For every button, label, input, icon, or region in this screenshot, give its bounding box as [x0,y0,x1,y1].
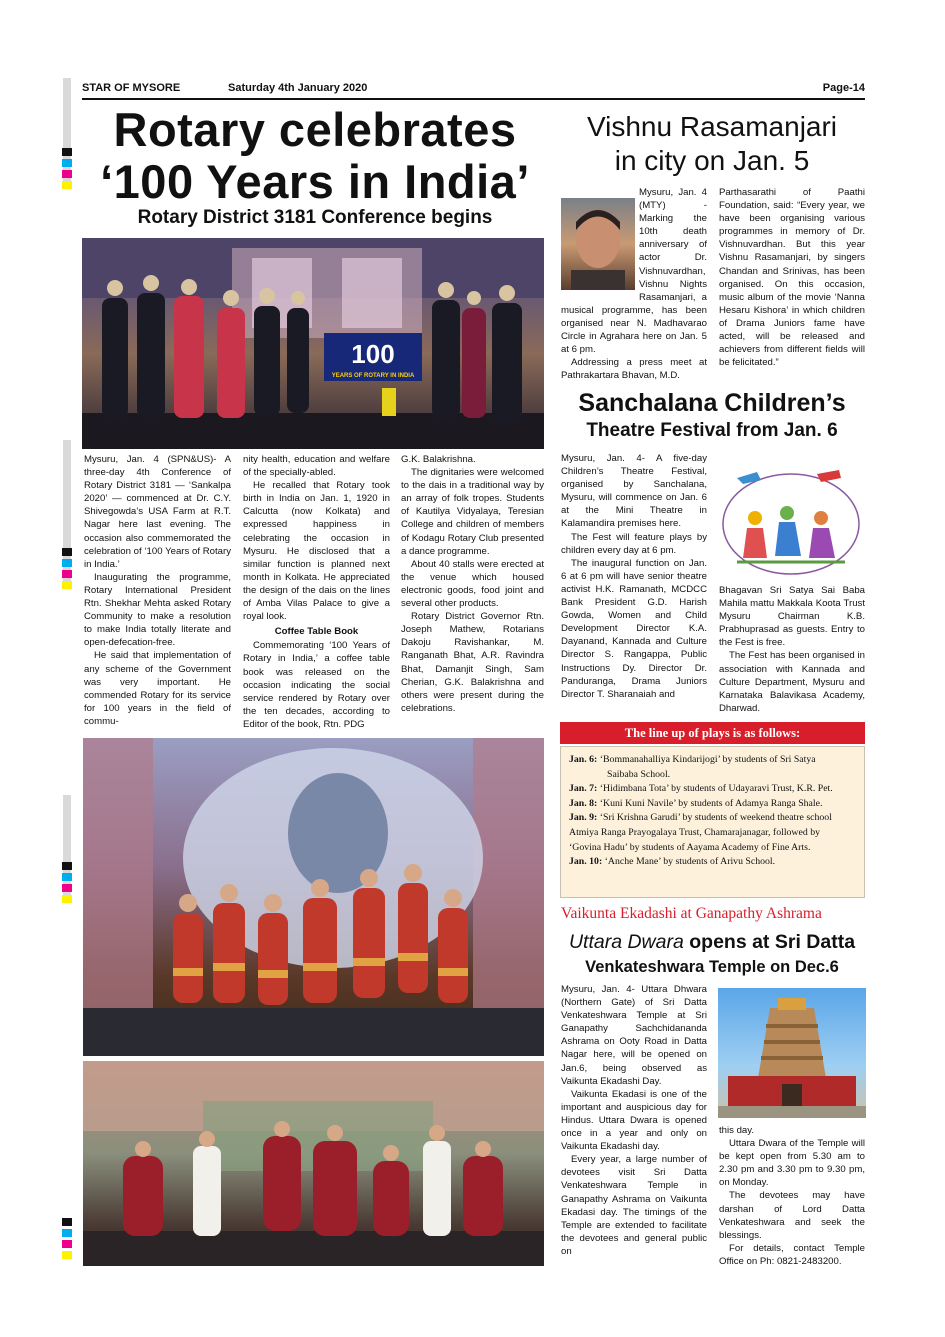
rotary-paragraph: Rotary District Governor Rtn. Joseph Mathew, Rotarians Dakoju Ravishankar, M. Ranganath Bhat, A.R. Ravindra Bhat, Damanjit Singh, Sam Cherian, G.K. Balakrishna and others were present during the celebrations. [401,611,544,714]
rotary-column-2 [243,453,390,731]
page-number: Page-14 [822,82,865,94]
theatre-headline-line1: Sanchalana Children’s [578,389,846,417]
temple-gopuram-illustration [718,988,866,1118]
plays-list-item: Saibaba School. [607,768,671,780]
temple-paragraph: Uttara Dwara of the Temple will be kept open from 5.30 am to 2.30 pm and 3.30 pm to 9.30 pm, on Monday. [719,1138,865,1189]
color-registration-marks [62,548,72,592]
rotary-paragraph: Inaugurating the programme, Rotary International President Rtn. Shekhar Mehta asked Rotary Community to make a resolution to make India totally literate and open-defecation-free. [84,571,231,649]
rotary-paragraph: The dignitaries were welcomed to the dais in a traditional way by an array of folk tropes. Students of Kautilya Vidyalaya, Teresian College and children of members of Kodagu Rotary Club presented a dance programme. [401,467,544,557]
vishnu-headline-line1: Vishnu Rasamanjari [586,111,838,142]
plays-title: The line up of plays is as follows: [624,726,801,740]
theatre-paragraph: Bhagavan Sri Satya Sai Baba Mahila mattu Makkala Koota Trust Mysuru Chairman K.B. Prabhuprasad as guests. Entry to the Fest is free. [719,585,865,649]
plays-list-item: ‘Govina Hadu’ by students of Aayama Academy of Fine Arts. [569,841,811,853]
vishnu-column-2 [719,186,865,369]
theatre-column-2 [719,584,865,715]
rotary-column-1 [84,453,231,728]
temple-photo [718,988,866,1118]
theatre-paragraph: The inaugural function on Jan. 6 at 6 pm will have senior theatre activist H.K. Ramanath, MCDCC Bank President G.D. Harish Gowda, Women and Child Development Director K.A. Dayanand, Kannada and Culture Director S. Rangappa, Public Instructions Dy. Director Dr. Panduranga, Drama Juniors Director T. Sharanaiah and [561,557,707,700]
rotary-photo-logo-text: 100 [351,339,395,369]
rotary-photo-illustration [82,238,544,449]
dance-performance-photo [83,738,544,1056]
paper-name: STAR OF MYSORE [82,82,181,94]
temple-paragraph: Mysuru, Jan. 4- Uttara Dhwara (Northern Gate) of Sri Datta Venkateshwara Temple at Sri Ganapathy Sachchidananda Ashrama on Ooty Road in Datta Nagar here, will be opened on Jan.6, being observed as Vaikunta Ekadashi Day. [561,984,707,1087]
plays-list [561,747,864,870]
plays-list-item: Jan. 7: ‘Hidimbana Tota’ by students of Udayaravi Trust, K.R. Pet. [569,783,833,795]
plays-lineup-box [560,746,865,898]
temple-paragraph: Vaikunta Ekadasi is one of the important and auspicious day for Hindus. Uttara Dwara is opened once in a year and only on Vaikunta Ekadashi day. [561,1088,707,1153]
masthead [82,80,865,100]
coffee-table-book-subhead: Coffee Table Book [274,626,359,638]
rotary-paragraph: Mysuru, Jan. 4 (SPN&US)- A three-day 4th Conference of Rotary District 3181 — ‘Sankalpa 2020’ — commenced at Dr. C.Y. Shivegowda’s USA Farm at R.T. Nagar here last evening. The occasion also commemorated the celebration of ‘100 Years of Rotary in India.’ [84,454,231,570]
color-registration-marks [62,148,72,192]
theatre-paragraph: The Fest has been organised in association with Kannada and Culture Department, Mysuru and Karnataka Balavikasa Academy, Dharwad. [719,650,865,714]
vishnu-headline-line2: in city on Jan. 5 [614,145,810,176]
plays-list-item: Jan. 10: ‘Anche Mane’ by students of Arivu School. [569,856,776,868]
temple-column-1 [561,983,707,1258]
rotary-photo-banner-text: YEARS OF ROTARY IN INDIA [331,373,415,379]
vishnu-column-1 [561,186,707,382]
rotary-column-3 [401,453,544,715]
vishnu-paragraph: Addressing a press meet at Pathrakartara Bhavan, M.D. [561,357,707,382]
theatre-festival-illustration [717,458,865,580]
folk-dance-photo [83,1061,544,1266]
rotary-paragraph: nity health, education and welfare of the specially-abled. [243,454,390,479]
color-registration-marks [62,1218,72,1262]
temple-paragraph: For details, contact Temple Office on Ph: 0821-2483200. [719,1242,865,1267]
temple-paragraph: this day. [719,1125,755,1136]
dance-photo-illustration [83,738,544,1056]
rotary-paragraph: Commemorating ‘100 Years of Rotary in India,’ a coffee table book was released on the occasion indicating the social service rendered by Rotary over the ten decades, according to Editor of the book, Rtn. PDG [243,640,390,730]
plays-header-strip [560,722,865,744]
children-theatre-drawing [717,458,865,580]
rotary-headline-line1: Rotary celebrates [113,103,517,156]
temple-headline-line1 [556,930,868,955]
rotary-event-photo [82,238,544,449]
plays-list-item: Jan. 8: ‘Kuni Kuni Navile’ by students of Adamya Ranga Shale. [569,797,823,809]
color-registration-marks [62,862,72,906]
temple-paragraph: The devotees may have darshan of Lord Datta Venkateshwara and seek the blessings. [719,1190,865,1241]
rotary-headline [80,104,550,208]
issue-date: Saturday 4th January 2020 [228,82,368,94]
rotary-subhead: Rotary District 3181 Conference begins [137,207,493,228]
rotary-headline-line2: ‘100 Years in India’ [100,155,530,208]
vishnu-headline [556,110,868,178]
theatre-paragraph: Mysuru, Jan. 4- A five-day Children’s Theatre Festival, organised by Sanchalana, Mysuru, will commence on Jan. 6 at the Mini Theatre in Kalamandira premises here. [561,453,707,530]
theatre-column-1 [561,452,707,701]
vishnu-paragraph: Mysuru, Jan. 4 (MTY) - Marking the 10th death anniversary of actor Dr. Vishnuvardhan, Vishnu Nights Rasamanjari, a musical programme, has been organised near N. Madhavarao Circle in Agrahara here on Jan. 5 at 6 pm. [561,187,707,356]
temple-headline [556,930,868,979]
temple-column-2 [719,1124,865,1268]
rotary-paragraph: About 40 stalls were erected at the venue which housed electronic goods, food joint and several other products. [401,558,544,610]
temple-headline-rest: opens at Sri Datta [683,931,856,953]
vishnu-paragraph: Parthasarathi of Paathi Foundation, said: “Every year, we have been organising various programmes in memory of Dr. Vishnuvardhan. But this year Vishnu Rasamanjari, by singers Chandan and Srinivas, has been organised. On this occasion, music album of the movie ‘Nanna Hesaru Kishora’ in which children of Drama Juniors fame have acted, will be released and achievers from different fields will be felicitated.” [719,187,865,369]
plays-list-item: Jan. 9: ‘Sri Krishna Garudi’ by students of weekend theatre school [569,812,832,824]
plays-list-item: Atmiya Ranga Prayogalaya Trust, Chamarajanagar, followed by [569,826,821,838]
theatre-headline [556,388,868,444]
theatre-paragraph: The Fest will feature plays by children every day at 6 pm. [561,531,707,556]
rotary-paragraph: He recalled that Rotary took birth in India on Jan. 1, 1920 in Calcutta (now Kolkata) and expressed happiness in celebrating the occasion in Mysuru. He disclosed that a similar function is planned next month in Kolkata. He appreciated the design of the dais on the lines of Amba Vilas Palace to give a royal look. [243,480,390,623]
temple-headline-line2: Venkateshwara Temple on Dec.6 [585,958,839,976]
theatre-headline-line2: Theatre Festival from Jan. 6 [586,420,838,441]
temple-paragraph: Every year, a large number of devotees visit Sri Datta Venkateshwara Temple in Ganapathy Ashrama on Vaikunta Ekadasi day. The timings of the Temple are extended to facilitate the devotees and general public on [561,1154,707,1257]
rotary-paragraph: G.K. Balakrishna. [401,454,476,465]
folk-dance-illustration [83,1061,544,1266]
rotary-paragraph: He said that implementation of any scheme of the Government was very important. He commended Rotary for its service for 100 years in the field of commu- [84,650,231,727]
temple-headline-italic: Uttara Dwara [568,931,684,953]
plays-list-item: Jan. 6: ‘Bommanahalliya Kindarijogi’ by students of Sri Satya [569,754,816,765]
temple-kicker: Vaikunta Ekadashi at Ganapathy Ashrama [561,905,822,922]
